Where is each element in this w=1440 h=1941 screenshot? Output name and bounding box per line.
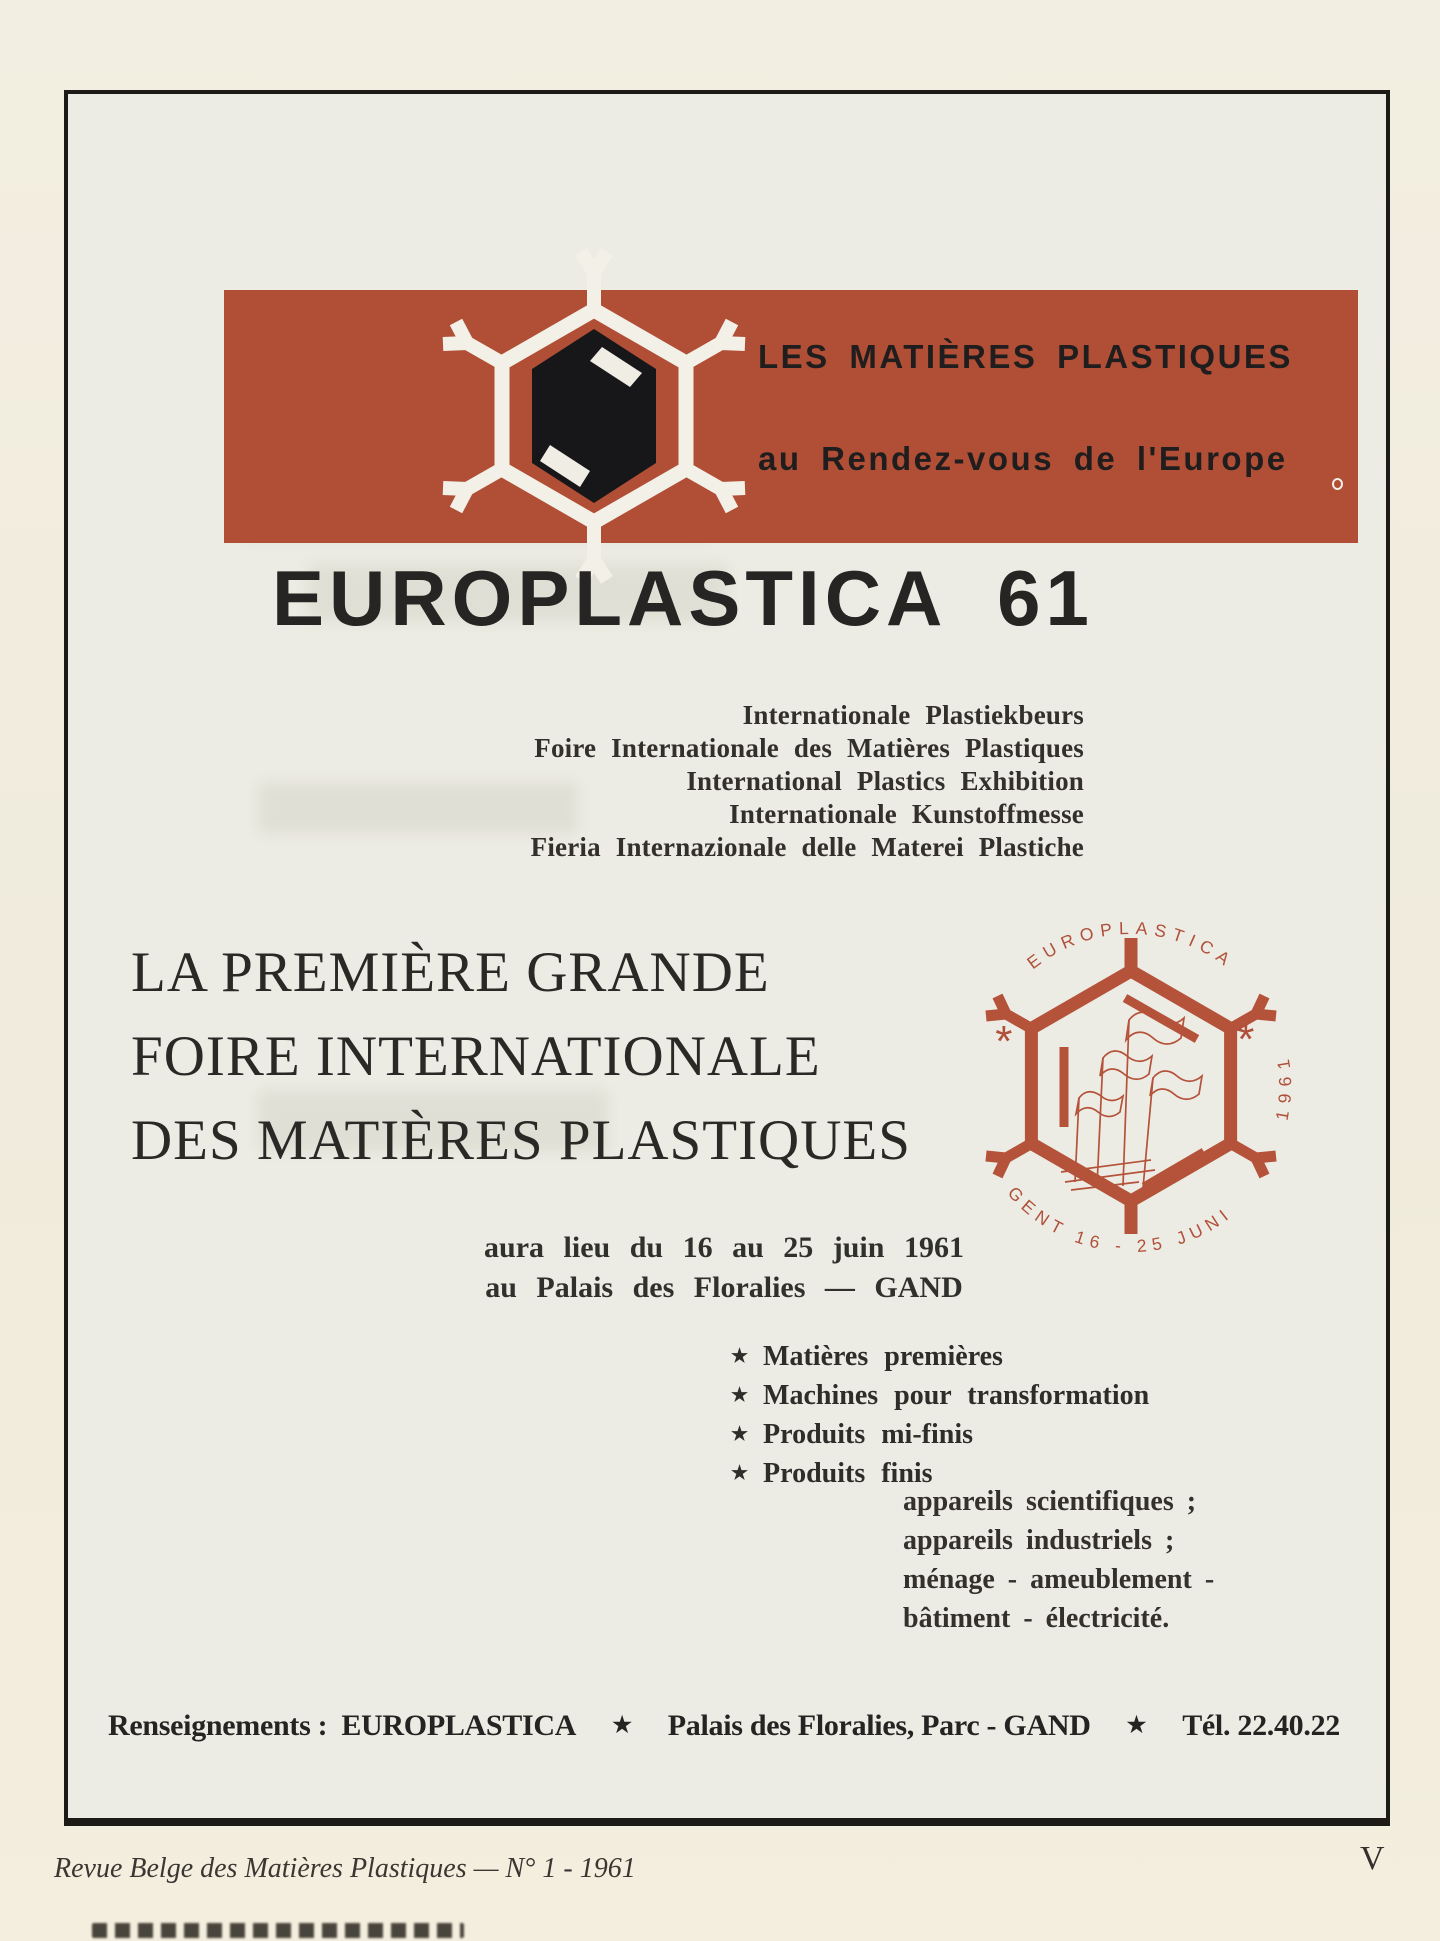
translation-line: Internationale Kunstoffmesse [729,799,1084,829]
star-bullet-icon: ★ [731,1463,749,1484]
contact-address: Palais des Floralies, Parc - GAND [667,1709,1091,1742]
star-bullet-icon: ★ [731,1424,749,1445]
page-number: V [1360,1840,1385,1877]
star-separator-icon: ★ [612,1712,632,1737]
venue-block [424,1228,1024,1308]
list-item [731,1380,1149,1419]
headline-line: DES MATIÈRES PLASTIQUES [131,1109,911,1172]
star-bullet-icon: ★ [731,1346,749,1367]
star-separator-icon: ★ [1126,1712,1147,1737]
category-label: Produits mi-finis [763,1419,973,1450]
banner [224,290,1358,543]
star-bullet-icon: ★ [731,1385,749,1406]
category-label: Machines pour transformation [763,1380,1150,1411]
banner-line-1: LES MATIÈRES PLASTIQUES [758,338,1293,375]
translation-line: Internationale Plastiekbeurs [742,700,1084,730]
detail-line: appareils scientifiques ; [903,1486,1197,1517]
contact-name: EUROPLASTICA [341,1709,577,1742]
journal-credit: Revue Belge des Matières Plastiques — N° 1 - 1961 [54,1853,636,1884]
headline-line: FOIRE INTERNATIONALE [131,1025,821,1088]
detail-line: ménage - ameublement - [903,1564,1215,1595]
translations-block [404,699,1084,864]
banner-line-2: au Rendez-vous de l'Europe [758,440,1288,477]
detail-line: bâtiment - électricité. [903,1603,1170,1634]
category-label: Produits finis [763,1458,933,1489]
venue-line-1: aura lieu du 16 au 25 juin 1961 [484,1231,964,1264]
contact-line [108,1709,1340,1743]
venue-line-2: au Palais des Floralies — GAND [485,1271,963,1304]
contact-intro [108,1709,576,1743]
page-frame [64,90,1390,1826]
headline-line: LA PREMIÈRE GRANDE [131,941,770,1004]
list-item [731,1419,1149,1458]
emblem-arc-bottom-text: GENT 16 - 25 JUNI [1003,1182,1237,1257]
contact-label: Renseignements : [108,1709,328,1742]
europlastica-emblem-icon [946,901,1316,1271]
emblem-arc-right-text: 1961 [1271,1050,1296,1122]
detail-list [903,1482,1214,1638]
svg-text:1961 [1272,1050,1296,1122]
translation-line: Fieria Internazionale delle Materei Plastiche [530,832,1084,862]
category-list [731,1341,1149,1497]
emblem-arc-top-text: EUROPLASTICA [1023,917,1239,973]
contact-phone: Tél. 22.40.22 [1182,1709,1340,1742]
headline [131,931,911,1183]
emblem-star-right: * [1237,1015,1261,1064]
translation-line: Foire Internationale des Matières Plastiques [534,733,1084,763]
page-title: EUROPLASTICA 61 [272,554,1094,642]
emblem-star-left: * [995,1017,1019,1066]
category-label: Matières premières [763,1341,1003,1372]
list-item [731,1341,1149,1380]
cut-off-text-smudge [92,1923,464,1938]
detail-line: appareils industriels ; [903,1525,1175,1556]
hexagon-molecule-icon [434,251,754,581]
translation-line: International Plastics Exhibition [686,766,1084,796]
print-speck [1332,478,1343,490]
